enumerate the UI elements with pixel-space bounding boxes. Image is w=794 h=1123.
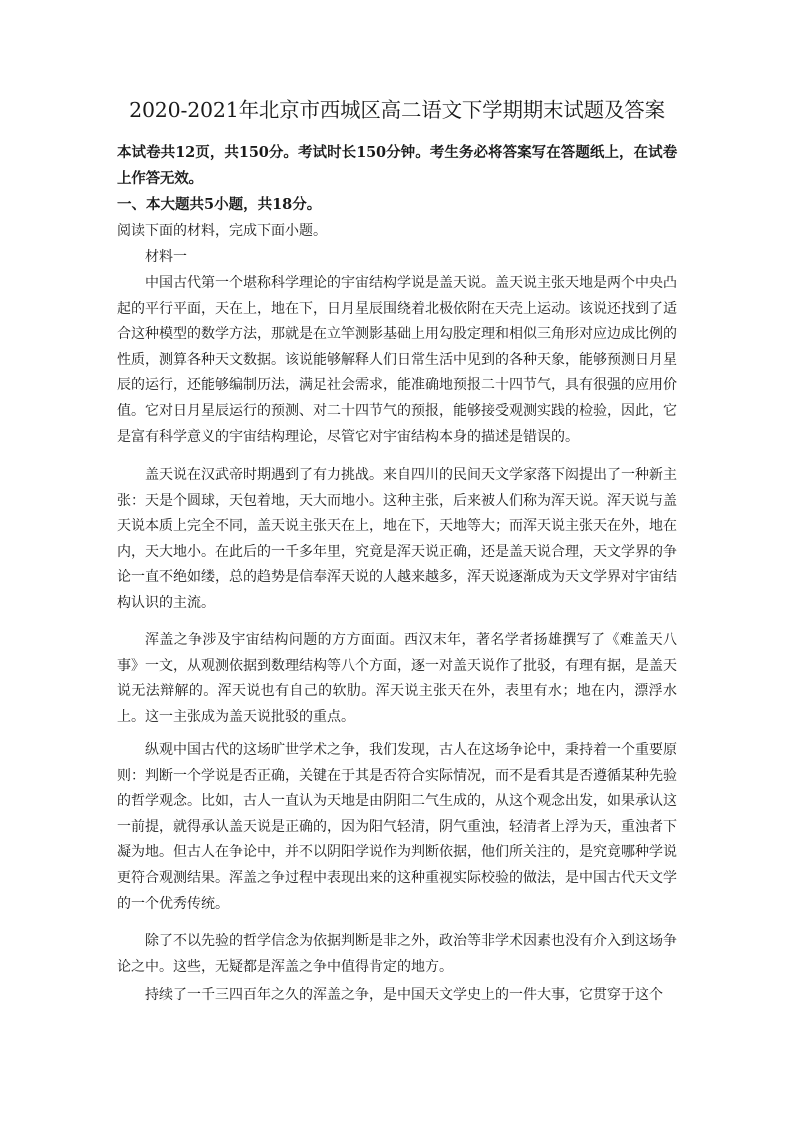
paragraph-4: 纵观中国古代的这场旷世学术之争，我们发现，古人在这场争论中，秉持着一个重要原则：判断一个学说是否正确，关键在于其是否符合实际情况，而不是看其是否遵循某种先验的哲学观念。比如，古人一直认为天地是由阴阳二气生成的，从这个观念出发，如果承认这一前提，就得承认盖天说是正确的，因为阳气轻清，阴气重浊，轻清者上浮为天，重浊者下凝为地。但古人在争论中，并不以阴阳学说作为判断依据，他们所关注的，是究竟哪种学说更符合观测结果。浑盖之争过程中表现出来的这种重视实际校验的做法，是中国古代天文学的一个优秀传统。 (117, 742, 677, 912)
paragraph-3: 浑盖之争涉及宇宙结构问题的方方面面。西汉末年，著名学者扬雄撰写了《难盖天八事》一文，从观测依据到数理结构等八个方面，逐一对盖天说作了批驳，有理有据，是盖天说无法辩解的。浑天说也有自己的软肋。浑天说主张天在外，表里有水；地在内，漂浮水上。这一主张成为盖天说批驳的重点。 (117, 632, 677, 725)
reading-instruction: 阅读下面的材料，完成下面小题。 (117, 223, 327, 239)
paragraph-5: 除了不以先验的哲学信念为依据判断是非之外，政治等非学术因素也没有介入到这场争论之中。这些，无疑都是浑盖之争中值得肯定的地方。 (117, 933, 677, 975)
paragraph-6: 持续了一千三四百年之久的浑盖之争，是中国天文学史上的一件大事，它贯穿于这个 (145, 987, 663, 1003)
material-label: 材料一 (145, 249, 187, 265)
paragraph-1: 中国古代第一个堪称科学理论的宇宙结构学说是盖天说。盖天说主张天地是两个中央凸起的平行平面，天在上，地在下，日月星辰围绕着北极依附在天壳上运动。该说还找到了适合这种模型的数学方法，那就是在立竿测影基础上用勾股定理和相似三角形对应边成比例的性质，测算各种天文数据。该说能够解释人们日常生活中见到的各种天象，能够预测日月星辰的运行，还能够编制历法，满足社会需求，能准确地预报二十四节气，具有很强的应用价值。它对日月星辰运行的预测、对二十四节气的预报，能够接受观测实践的检验，因此，它是富有科学意义的宇宙结构理论，尽管它对宇宙结构本身的描述是错误的。 (117, 275, 677, 445)
paragraph-2: 盖天说在汉武帝时期遇到了有力挑战。来自四川的民间天文学家落下闳提出了一种新主张：天是个圆球，天包着地，天大而地小。这种主张，后来被人们称为浑天说。浑天说与盖天说本质上完全不同，盖天说主张天在上，地在下，天地等大；而浑天说主张天在外，地在内，天大地小。在此后的一千多年里，究竟是浑天说正确，还是盖天说合理，天文学界的争论一直不绝如缕，总的趋势是信奉浑天说的人越来越多，浑天说逐渐成为天文学界对宇宙结构认识的主流。 (117, 467, 677, 611)
exam-notice: 本试卷共12页，共150分。考试时长150分钟。考生务必将答案写在答题纸上，在试卷上作答无效。 (117, 144, 677, 187)
document-title: 2020-2021年北京市西城区高二语文下学期期末试题及答案 (129, 98, 665, 122)
section-heading: 一、本大题共5小题，共18分。 (117, 196, 322, 213)
